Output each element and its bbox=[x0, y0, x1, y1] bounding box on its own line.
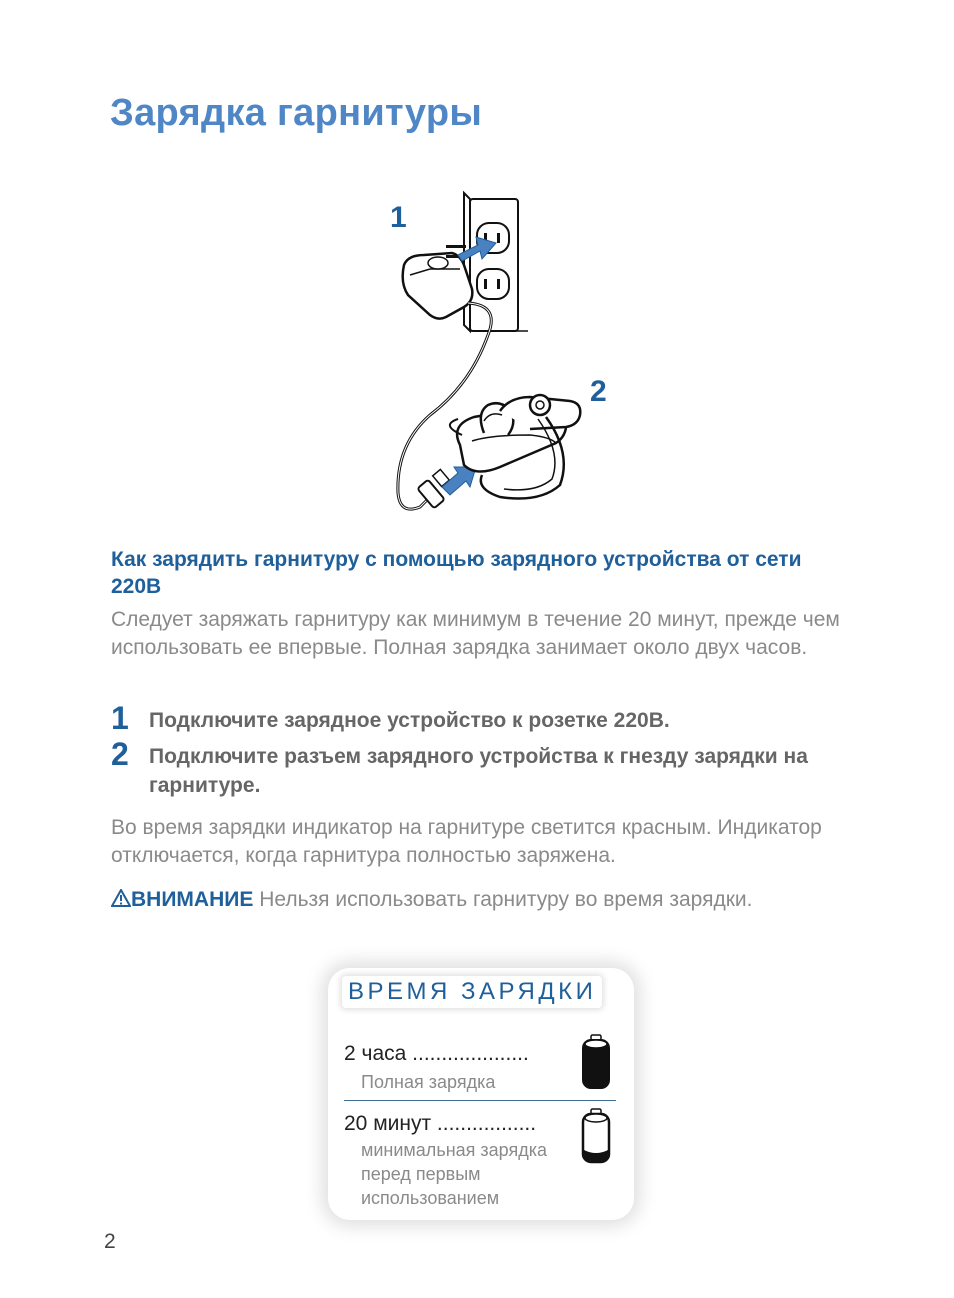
page-number: 2 bbox=[104, 1230, 116, 1253]
warning-triangle-icon bbox=[111, 889, 131, 907]
warning-text: Нельзя использовать гарнитуру во время зарядки. bbox=[259, 888, 753, 911]
card-title: ВРЕМЯ ЗАРЯДКИ bbox=[342, 976, 602, 1008]
step-2 bbox=[111, 736, 831, 800]
illustration-label-2: 2 bbox=[590, 375, 607, 408]
step-text: Подключите разъем зарядного устройства к гнезду зарядки на гарнитуре. bbox=[149, 745, 808, 797]
battery-low-icon bbox=[580, 1108, 612, 1164]
battery-full-icon bbox=[580, 1034, 612, 1090]
step-1 bbox=[111, 700, 831, 736]
illustration-label-1: 1 bbox=[390, 201, 407, 234]
full-charge-time: 2 часа .................... bbox=[344, 1042, 529, 1065]
warning-note bbox=[111, 886, 871, 914]
charging-illustration bbox=[380, 185, 640, 525]
page-title: Зарядка гарнитуры bbox=[110, 92, 483, 134]
min-charge-time: 20 минут ................. bbox=[344, 1112, 537, 1135]
section-subheading: Как зарядить гарнитуру с помощью зарядного устройства от сети 220В bbox=[111, 548, 802, 598]
step-number: 2 bbox=[111, 736, 129, 772]
warning-label: ВНИМАНИЕ bbox=[131, 888, 254, 911]
intro-paragraph: Следует заряжать гарнитуру как минимум в течение 20 минут, прежде чем использовать ее впервые. Полная зарядка занимает около двух часов. bbox=[111, 608, 840, 659]
wall-outlet-icon bbox=[464, 193, 528, 331]
charging-indicator-paragraph: Во время зарядки индикатор на гарнитуре светится красным. Индикатор отключается, когда гарнитура полностью заряжена. bbox=[111, 816, 822, 867]
card-divider bbox=[344, 1100, 616, 1101]
min-charge-description: минимальная зарядка перед первым использованием bbox=[361, 1140, 547, 1208]
step-text: Подключите зарядное устройство к розетке 220В. bbox=[149, 709, 670, 732]
step-number: 1 bbox=[111, 700, 129, 736]
full-charge-description: Полная зарядка bbox=[361, 1072, 496, 1092]
charging-time-card bbox=[328, 968, 634, 1220]
